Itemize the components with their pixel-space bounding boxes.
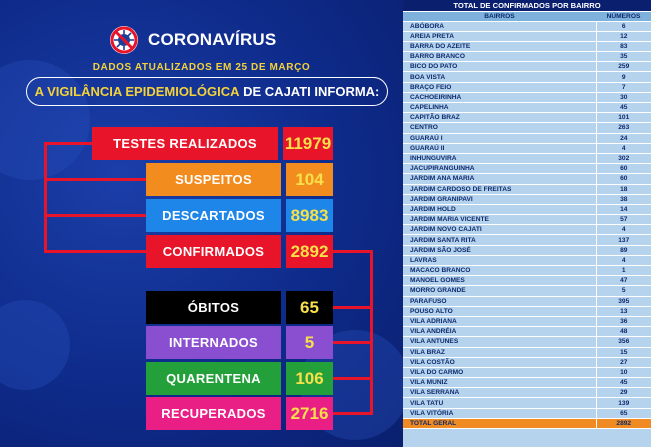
stat-value-suspeitos: 104 [286, 163, 333, 196]
stat-label-confirmados: CONFIRMADOS [146, 235, 281, 268]
table-row [403, 398, 651, 408]
bairro-name: MORRO GRANDE [403, 286, 596, 296]
bairro-count: 27 [596, 357, 651, 367]
bairro-name: VILA MUNIZ [403, 378, 596, 388]
bairro-name: CAPITÃO BRAZ [403, 113, 596, 123]
connector-line [332, 341, 372, 344]
bairro-count: 10 [596, 367, 651, 377]
connector-line [332, 250, 372, 253]
connector-line [44, 142, 47, 253]
table-row [403, 72, 651, 82]
table-row [403, 164, 651, 174]
update-prefix: DADOS ATUALIZADOS EM [92, 62, 232, 73]
table-row [403, 296, 651, 306]
table-row [403, 31, 651, 41]
connector-line [44, 178, 146, 181]
bairro-count: 89 [596, 245, 651, 255]
connector-line [370, 250, 373, 415]
table-row [403, 276, 651, 286]
total-label: TOTAL GERAL [403, 418, 596, 428]
bairro-name: VILA VITÓRIA [403, 408, 596, 418]
bairro-name: CENTRO [403, 123, 596, 133]
update-date-line [0, 62, 403, 73]
bairro-count: 65 [596, 408, 651, 418]
connector-line [44, 214, 146, 217]
bairro-name: JARDIM MARIA VICENTE [403, 215, 596, 225]
bairro-name: MANOEL GOMES [403, 276, 596, 286]
table-row [403, 408, 651, 418]
bairro-count: 36 [596, 316, 651, 326]
table-row [403, 204, 651, 214]
bairro-count: 18 [596, 184, 651, 194]
table-row [403, 225, 651, 235]
table-row [403, 133, 651, 143]
bairro-count: 6 [596, 21, 651, 31]
stat-label-testes: TESTES REALIZADOS [92, 127, 278, 160]
update-date: 25 DE MARÇO [235, 62, 311, 73]
bairro-count: 13 [596, 306, 651, 316]
bairro-count: 48 [596, 327, 651, 337]
table-row [403, 245, 651, 255]
table-row [403, 123, 651, 133]
bairro-count: 83 [596, 41, 651, 51]
bairro-count: 137 [596, 235, 651, 245]
bairro-count: 259 [596, 62, 651, 72]
table-row [403, 266, 651, 276]
stat-label-obitos: ÓBITOS [146, 291, 281, 324]
bairro-name: JACUPIRANGUINHA [403, 164, 596, 174]
bairro-name: JARDIM GRANIPAVI [403, 194, 596, 204]
bairro-name: JARDIM SÃO JOSÉ [403, 245, 596, 255]
no-virus-icon [108, 24, 140, 56]
bairro-count: 4 [596, 225, 651, 235]
bairro-name: GUARAÚ I [403, 133, 596, 143]
connector-line [332, 412, 372, 415]
bairro-name: ABÓBORA [403, 21, 596, 31]
bairro-name: INHUNGUVIRA [403, 153, 596, 163]
column-header-numeros: NÚMEROS [596, 11, 651, 21]
bairro-count: 4 [596, 255, 651, 265]
announcement-banner [26, 77, 388, 106]
bairro-count: 9 [596, 72, 651, 82]
bairro-name: POUSO ALTO [403, 306, 596, 316]
bairro-name: VILA ADRIANA [403, 316, 596, 326]
table-row [403, 52, 651, 62]
stat-value-recuperados: 2716 [286, 397, 333, 430]
column-header-bairros: BAIRROS [403, 11, 596, 21]
table-row [403, 41, 651, 51]
table-row [403, 357, 651, 367]
connector-line [332, 306, 372, 309]
bairro-count: 57 [596, 215, 651, 225]
bairro-name: CAPELINHA [403, 103, 596, 113]
bairro-count: 5 [596, 286, 651, 296]
bairro-count: 15 [596, 347, 651, 357]
bairro-name: CACHOEIRINHA [403, 92, 596, 102]
bairro-count: 263 [596, 123, 651, 133]
table-row [403, 327, 651, 337]
bairro-name: BARRO BRANCO [403, 52, 596, 62]
table-row [403, 103, 651, 113]
stat-value-quarentena: 106 [286, 362, 333, 395]
stat-value-obitos: 65 [286, 291, 333, 324]
stat-value-testes: 11979 [283, 127, 333, 160]
total-value: 2892 [596, 418, 651, 428]
bairro-count: 356 [596, 337, 651, 347]
connector-line [44, 250, 146, 253]
table-row [403, 184, 651, 194]
bairro-count: 14 [596, 204, 651, 214]
table-row [403, 316, 651, 326]
banner-highlight: A VIGILÂNCIA EPIDEMIOLÓGICA [34, 84, 240, 99]
bairro-name: JARDIM ANA MARIA [403, 174, 596, 184]
connector-line [44, 142, 92, 145]
bairro-count: 12 [596, 31, 651, 41]
table-row [403, 215, 651, 225]
page-title: CORONAVÍRUS [148, 30, 277, 49]
table-row [403, 235, 651, 245]
header [108, 24, 276, 56]
connector-line [332, 377, 372, 380]
table-row [403, 113, 651, 123]
total-row [403, 418, 651, 428]
bairro-name: BARRA DO AZEITE [403, 41, 596, 51]
bairro-name: JARDIM HOLD [403, 204, 596, 214]
bairro-count: 139 [596, 398, 651, 408]
table-row [403, 286, 651, 296]
stat-label-internados: INTERNADOS [146, 326, 281, 359]
bairro-name: BICO DO PATO [403, 62, 596, 72]
bairro-name: BOA VISTA [403, 72, 596, 82]
bairro-count: 302 [596, 153, 651, 163]
bairro-count: 101 [596, 113, 651, 123]
bairro-name: VILA ANTUNES [403, 337, 596, 347]
bairro-name: VILA TATU [403, 398, 596, 408]
table-row [403, 306, 651, 316]
stat-value-internados: 5 [286, 326, 333, 359]
background-virus-shape [0, 300, 70, 390]
bairro-count: 395 [596, 296, 651, 306]
bairro-name: AREIA PRETA [403, 31, 596, 41]
stat-label-suspeitos: SUSPEITOS [146, 163, 281, 196]
table-row [403, 367, 651, 377]
bairro-name: JARDIM SANTA RITA [403, 235, 596, 245]
bairros-table [403, 0, 651, 429]
banner-text: DE CAJATI INFORMA: [243, 84, 380, 99]
bairro-count: 24 [596, 133, 651, 143]
bairro-count: 35 [596, 52, 651, 62]
bairro-name: LAVRAS [403, 255, 596, 265]
stat-label-descartados: DESCARTADOS [146, 199, 281, 232]
bairros-table-panel [403, 0, 651, 447]
bairro-name: VILA BRAZ [403, 347, 596, 357]
table-row [403, 388, 651, 398]
stat-value-descartados: 8983 [286, 199, 333, 232]
bairro-count: 45 [596, 103, 651, 113]
table-row [403, 378, 651, 388]
table-row [403, 337, 651, 347]
bairro-name: VILA SERRANA [403, 388, 596, 398]
bairro-name: MACACO BRANCO [403, 266, 596, 276]
table-row [403, 255, 651, 265]
bairro-name: VILA COSTÃO [403, 357, 596, 367]
bairro-name: GUARAÚ II [403, 143, 596, 153]
bairro-name: BRAÇO FEIO [403, 82, 596, 92]
table-row [403, 92, 651, 102]
bairro-count: 29 [596, 388, 651, 398]
bairro-count: 38 [596, 194, 651, 204]
table-row [403, 174, 651, 184]
table-row [403, 194, 651, 204]
table-row [403, 347, 651, 357]
bairro-count: 47 [596, 276, 651, 286]
table-row [403, 62, 651, 72]
bairro-name: VILA DO CARMO [403, 367, 596, 377]
bairro-name: VILA ANDRÉIA [403, 327, 596, 337]
bairro-count: 45 [596, 378, 651, 388]
bairro-count: 30 [596, 92, 651, 102]
table-row [403, 21, 651, 31]
stat-value-confirmados: 2892 [286, 235, 333, 268]
bairro-count: 1 [596, 266, 651, 276]
table-row [403, 153, 651, 163]
table-row [403, 82, 651, 92]
bairro-name: JARDIM NOVO CAJATI [403, 225, 596, 235]
bairro-count: 4 [596, 143, 651, 153]
table-body [403, 21, 651, 418]
bairro-name: PARAFUSO [403, 296, 596, 306]
stat-label-recuperados: RECUPERADOS [146, 397, 281, 430]
bairro-count: 60 [596, 164, 651, 174]
bairro-name: JARDIM CARDOSO DE FREITAS [403, 184, 596, 194]
table-row [403, 143, 651, 153]
bairro-count: 60 [596, 174, 651, 184]
table-title: TOTAL DE CONFIRMADOS POR BAIRRO [403, 0, 651, 11]
stat-label-quarentena: QUARENTENA [146, 362, 281, 395]
bairro-count: 7 [596, 82, 651, 92]
